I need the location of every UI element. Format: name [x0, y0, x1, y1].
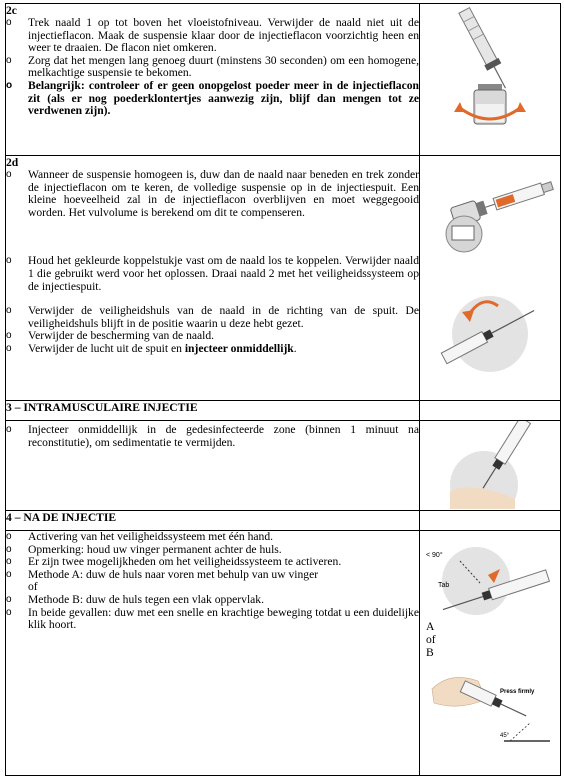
bullet-4-5: o Methode B: duw de huls tegen een vlak oppervlak.	[6, 594, 419, 607]
tab-label: Tab	[438, 582, 450, 589]
cell-3-heading	[6, 401, 420, 421]
bullet-2d-1: o Wanneer de suspensie homogeen is, duw dan de naald naar beneden en trek zonder de injectieflacon om te keren, de volledige suspensie op in de injectiespuit. Een kleine hoeveelheid zal in de injectieflacon overblijven en moet weggegooid worden. Het vulvolume is berekend om dit te compenseren.	[6, 169, 419, 219]
angle-label-45: 45°	[500, 733, 510, 739]
cell-2d-image	[420, 156, 561, 401]
cell-2c-image	[420, 4, 561, 156]
method-b-label: B	[426, 646, 434, 659]
press-firmly-label: Press firmly	[500, 689, 535, 695]
bullet-2c-1: o Trek naald 1 op tot boven het vloeistofniveau. Verwijder de naald niet uit de injectieflacon. Maak de suspensie klaar door de injectieflacon voorzichtig heen en weer te draaien. De flacon niet omkeren.	[6, 17, 419, 55]
method-or-label: of	[426, 633, 436, 646]
section-heading-2d: 2d	[6, 156, 19, 169]
row-2d	[6, 156, 561, 401]
instruction-table	[5, 3, 561, 776]
bullet-4-2: o Opmerking: houd uw vinger permanent achter de huls.	[6, 544, 419, 557]
method-a-label: A	[426, 620, 435, 633]
section-heading-4: 4 – NA DE INJECTIE	[6, 511, 117, 524]
cell-2c-text	[6, 4, 420, 156]
cell-3-text	[6, 421, 420, 511]
cell-2d-text	[6, 156, 420, 401]
bullet-2d-5: o Verwijder de lucht uit de spuit en injecteer onmiddellijk.	[6, 343, 419, 356]
row-3-heading	[6, 401, 561, 421]
bullet-4-1: o Activering van het veiligheidssysteem met één hand.	[6, 531, 419, 544]
swirl-vial-illustration	[420, 4, 560, 154]
row-2c	[6, 4, 561, 156]
row-3	[6, 421, 561, 511]
cell-3-image	[420, 421, 561, 511]
cell-4-image	[420, 531, 561, 776]
row-4-heading	[6, 511, 561, 531]
bullet-2d-2: o Houd het gekleurde koppelstukje vast om de naald los te koppelen. Verwijder naald 1 die gebruikt werd voor het oplossen. Draai naald 2 met het veiligheidssysteem op de injectiespuit.	[6, 255, 419, 293]
bullet-4-3: o Er zijn twee mogelijkheden om het veiligheidssysteem te activeren.	[6, 556, 419, 569]
section-heading-2c: 2c	[6, 4, 17, 17]
bullet-3-1: o Injecteer onmiddellijk in de gedesinfecteerde zone (binnen 1 minuut na reconstitutie), om sedimentatie te vermijden.	[6, 424, 419, 449]
bullet-2c-2: o Zorg dat het mengen lang genoeg duurt (minstens 30 seconden) om een homogene, melkachtige suspensie te bekomen.	[6, 55, 419, 80]
withdraw-and-needle-illustration	[420, 156, 560, 399]
cell-4-heading-empty	[420, 511, 561, 531]
bullet-4-4-or: of	[28, 580, 38, 594]
cell-3-heading-empty	[420, 401, 561, 421]
row-4	[6, 531, 561, 776]
cell-4-text	[6, 531, 420, 776]
angle-label-90: < 90°	[426, 552, 443, 559]
cell-4-heading	[6, 511, 420, 531]
section-heading-3: 3 – INTRAMUSCULAIRE INJECTIE	[6, 401, 198, 414]
activation-illustration	[420, 531, 560, 774]
bullet-2d-3: o Verwijder de veiligheidshuls van de naald in de richting van de spuit. De veiligheidshuls blijft in de positie waarin u deze hebt gezet.	[6, 305, 419, 330]
injection-illustration	[420, 421, 560, 509]
bullet-2c-3: o Belangrijk: controleer of er geen onopgelost poeder meer in de injectieflacon zit (als er nog poederklontertjes aanwezig zijn, blijf dan mengen tot ze verdwenen zijn).	[6, 80, 419, 118]
bullet-2d-4: o Verwijder de bescherming van de naald.	[6, 330, 419, 343]
bullet-4-4: o Methode A: duw de huls naar voren met behulp van uw vinger	[6, 569, 419, 582]
bullet-4-6: o In beide gevallen: duw met een snelle en krachtige beweging totdat u een duidelijke klik hoort.	[6, 607, 419, 632]
